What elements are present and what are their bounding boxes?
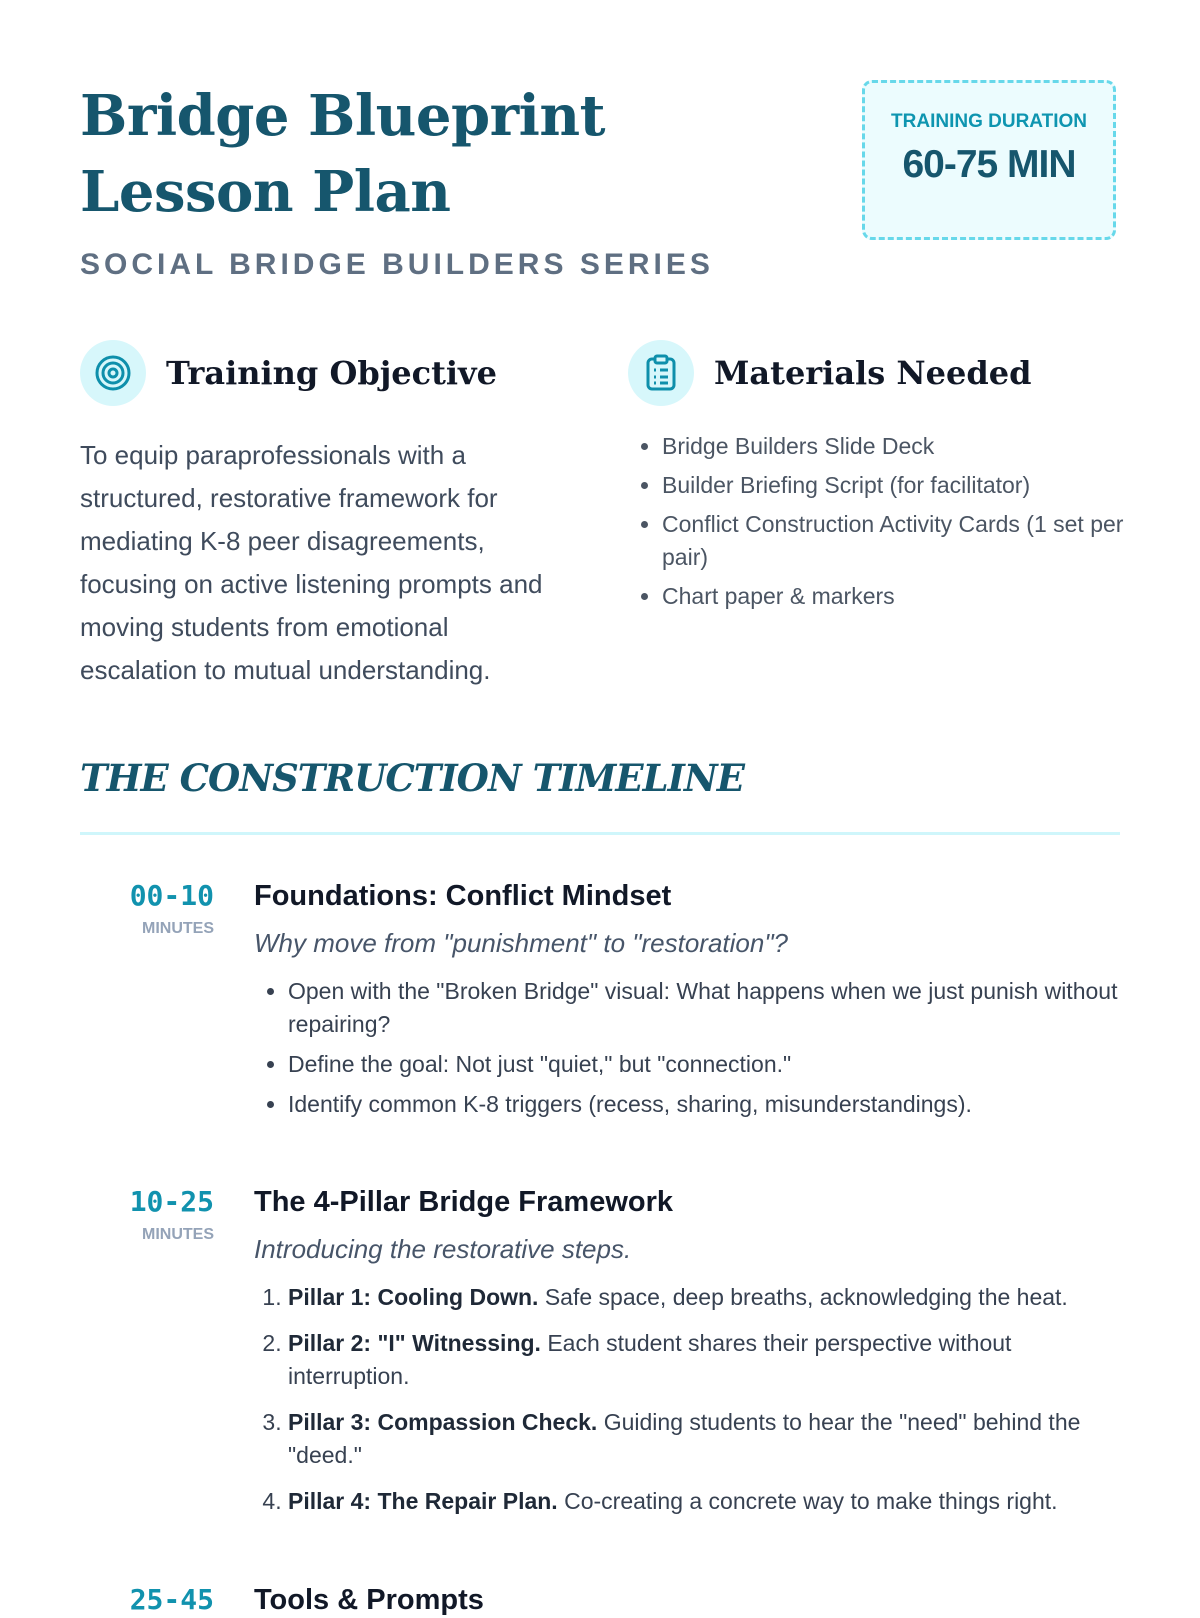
time-slot	[80, 1184, 214, 1244]
pillar-step	[288, 1281, 1120, 1314]
pillar-label: Pillar 1: Cooling Down.	[288, 1284, 539, 1310]
block-subtitle: Why move from "punishment" to "restoration"?	[254, 928, 789, 958]
materials-item: • Conflict Construction Activity Cards (1 set per pair)	[662, 508, 1128, 574]
page-title: Bridge Blueprint Lesson Plan	[80, 83, 606, 225]
block-content	[254, 878, 1120, 1128]
materials-section	[628, 340, 1128, 619]
list-item: • Identify common K-8 triggers (recess, sharing, misunderstandings).	[288, 1088, 1120, 1121]
materials-item: • Builder Briefing Script (for facilitator)	[662, 469, 1128, 502]
duration-box	[862, 80, 1116, 240]
block-title: The 4-Pillar Bridge Framework	[254, 1186, 674, 1218]
target-icon	[80, 340, 146, 406]
time-unit: MINUTES	[142, 920, 214, 937]
pillar-step	[288, 1406, 1120, 1472]
lesson-plan-page	[80, 0, 1124, 1616]
materials-item: • Bridge Builders Slide Deck	[662, 430, 1128, 463]
materials-title: Materials Needed	[714, 354, 1032, 392]
time-unit: MINUTES	[142, 1226, 214, 1243]
list-item: • Open with the "Broken Bridge" visual: What happens when we just punish without repairing?	[288, 975, 1120, 1041]
pillar-label: Pillar 3: Compassion Check.	[288, 1409, 598, 1435]
block-content	[254, 1582, 1120, 1618]
time-range: 10-25	[129, 1185, 214, 1218]
pillar-text: Each student shares their perspective without interruption.	[288, 1330, 1012, 1389]
pillar-step	[288, 1485, 1120, 1518]
objective-title: Training Objective	[166, 354, 497, 392]
pillar-text: Co-creating a concrete way to make things right.	[564, 1488, 1058, 1514]
block-bullets	[254, 975, 1120, 1121]
time-range: 25-45	[129, 1583, 214, 1616]
series-subtitle: SOCIAL BRIDGE BUILDERS SERIES	[80, 248, 714, 281]
pillar-step	[288, 1327, 1120, 1393]
time-slot	[80, 1582, 214, 1618]
pillar-text: Safe space, deep breaths, acknowledging the heat.	[544, 1284, 1068, 1310]
clipboard-icon	[628, 340, 694, 406]
block-subtitle: Introducing the restorative steps.	[254, 1234, 632, 1264]
list-item: • Define the goal: Not just "quiet," but "connection."	[288, 1048, 1120, 1081]
block-title: Foundations: Conflict Mindset	[254, 880, 672, 912]
block-title: Tools & Prompts	[254, 1584, 484, 1616]
objective-header	[80, 340, 560, 406]
materials-list	[628, 430, 1128, 613]
pillar-label: Pillar 2: "I" Witnessing.	[288, 1330, 541, 1356]
timeline-divider	[80, 832, 1120, 835]
materials-header	[628, 340, 1128, 406]
objective-text: To equip paraprofessionals with a structured, restorative framework for mediating K-8 peer disagreements, focusing on active listening prompts and moving students from emotional escalation to mutual understanding.	[80, 440, 543, 685]
objective-section	[80, 340, 560, 692]
timeline-heading: THE CONSTRUCTION TIMELINE	[80, 756, 744, 800]
pillar-steps	[254, 1281, 1120, 1518]
time-range: 00-10	[129, 879, 214, 912]
block-content	[254, 1184, 1120, 1531]
materials-item: • Chart paper & markers	[662, 580, 1128, 613]
time-slot	[80, 878, 214, 938]
pillar-text: Guiding students to hear the "need" behind the "deed."	[288, 1409, 1081, 1468]
duration-label: TRAINING DURATION	[891, 111, 1087, 132]
duration-value: 60-75 MIN	[902, 143, 1076, 186]
pillar-label: Pillar 4: The Repair Plan.	[288, 1488, 558, 1514]
